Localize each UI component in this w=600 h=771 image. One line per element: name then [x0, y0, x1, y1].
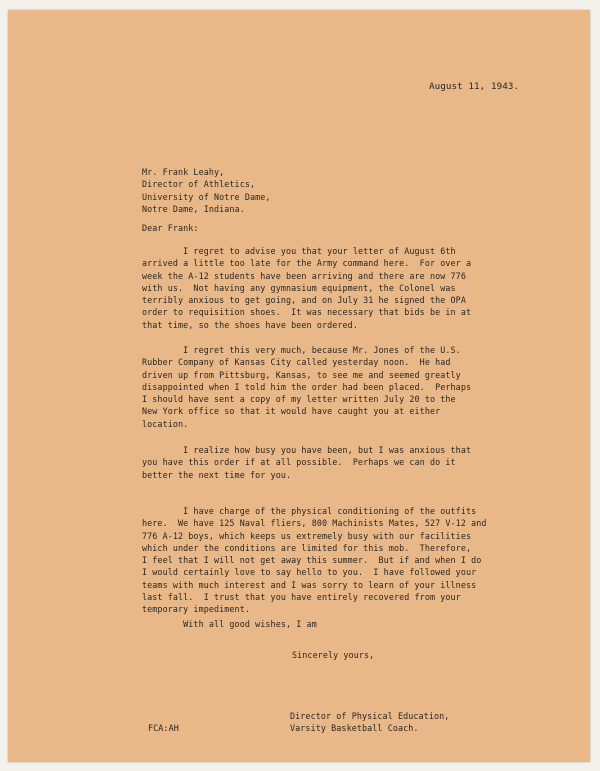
address-line-name: Mr. Frank Leahy,	[142, 167, 225, 177]
paragraph-5: With all good wishes, I am	[142, 619, 317, 629]
paragraph-2: I regret this very much, because Mr. Jones of the U.S. Rubber Company of Kansas City called yesterday noon. He had driven up from Pittsburg, Kansas, to see me and seemed greatly disappointed when I told him the order had been placed. Perhaps I should have sent a copy of my letter written July 20 to the New York office so that it would have caught you at either location.	[142, 345, 472, 429]
typist-initials: FCA:AH	[148, 723, 179, 733]
salutation: Dear Frank:	[142, 223, 199, 233]
letter-page	[8, 10, 590, 762]
recipient-address	[142, 166, 271, 215]
signature-line-1: Director of Physical Education,	[290, 711, 450, 721]
paragraph-4: I have charge of the physical conditioning of the outfits here. We have 125 Naval fliers, 800 Machinists Mates, 527 V-12 and 776 A-12 boys, which keeps us extremely busy with our facilities which under the conditions are limited for this mob. Therefore, I feel that I will not get away this summer. But if and when I do I would certainly love to say hello to you. I have followed your teams with much interest and I was sorry to learn of your illness last fall. I trust that you have entirely recovered from your temporary impediment.	[142, 506, 487, 615]
address-line-institution: University of Notre Dame,	[142, 191, 271, 202]
paragraph-1: I regret to advise you that your letter of August 6th arrived a little too late for the Army command here. For over a week the A-12 students have been arriving and there are now 776 with us. Not having any gymnasium equipment, the Colonel was terribly anxious to get going, and on July 31 he signed the OPA order to requisition shoes. It was necessary that bids be in at that time, so the shoes have been ordered.	[142, 246, 472, 330]
complimentary-closing: Sincerely yours,	[292, 650, 375, 660]
address-line-title: Director of Athletics,	[142, 179, 256, 190]
address-line-city: Notre Dame, Indiana.	[142, 203, 245, 214]
paragraph-3: I realize how busy you have been, but I was anxious that you have this order if at all possible. Perhaps we can do it better the next time for you.	[142, 445, 472, 480]
letter-date: August 11, 1943.	[429, 81, 520, 92]
signature-block	[290, 710, 449, 735]
signature-line-2: Varsity Basketball Coach.	[290, 723, 419, 734]
